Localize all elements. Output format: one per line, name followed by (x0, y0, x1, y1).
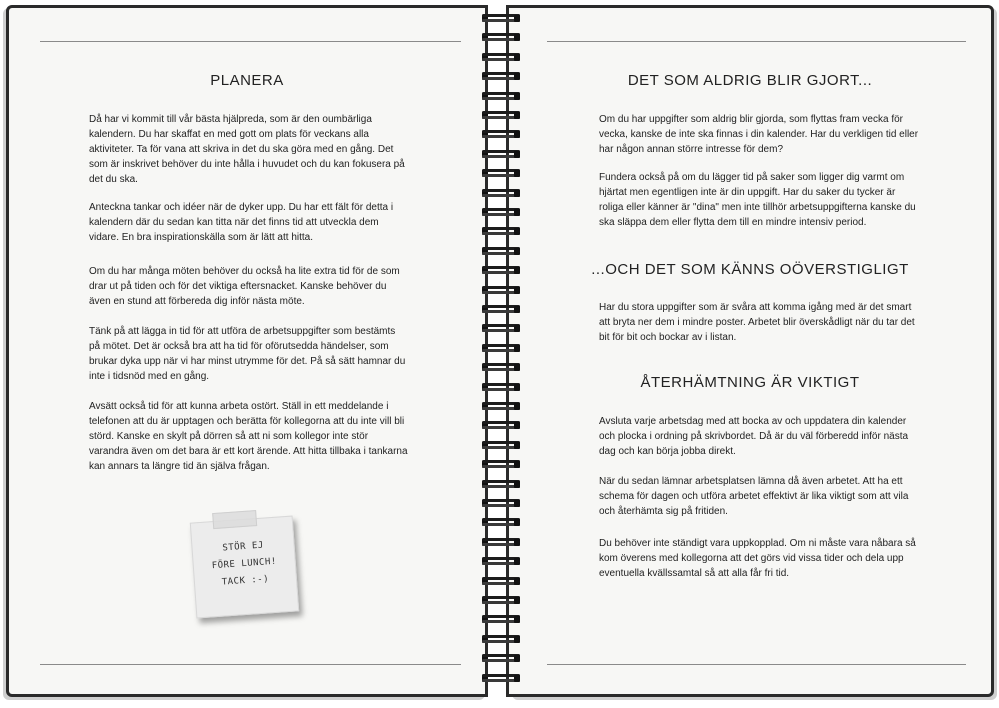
spiral-coil (478, 635, 524, 644)
spiral-coil (478, 538, 524, 547)
spiral-coil (478, 92, 524, 101)
top-rule (40, 41, 461, 42)
paragraph: Fundera också på om du lägger tid på saker som ligger dig varmt om hjärtat men egentligen inte är din uppgift. Har du saker du tycker är roliga eller känner är "dina" men inte tillhör arbetsuppgifterna kanske du ska släppa dem eller flytta dem till en mindre intensiv period. (599, 172, 916, 228)
spiral-coil (478, 460, 524, 469)
sticky-note-line: FÖRE LUNCH! (211, 556, 278, 572)
spiral-coil (478, 72, 524, 81)
spiral-coil (478, 499, 524, 508)
spiral-coil (478, 518, 524, 527)
spiral-coil (478, 266, 524, 275)
spiral-coil (478, 596, 524, 605)
spiral-coil (478, 441, 524, 450)
spiral-coil (478, 674, 524, 683)
spiral-coil (478, 324, 524, 333)
paragraph: Då har vi kommit till vår bästa hjälpreda, som är den oumbärliga kalendern. Du har skaffat en med gott om plats för veckans alla aktiviteter. Ta för vana att skriva in det du ska göra med en gång. Det som är inskrivet behöver du inte hålla i huvudet och du kan fokusera på det du ska. (89, 114, 405, 185)
spiral-coil (478, 150, 524, 159)
spiral-coil (478, 305, 524, 314)
spiral-coil (478, 14, 524, 23)
spiral-coil (478, 615, 524, 624)
spiral-coil (478, 247, 524, 256)
spiral-coil (478, 363, 524, 372)
spiral-coil (478, 383, 524, 392)
sticky-note (190, 516, 299, 619)
paragraph: Du behöver inte ständigt vara uppkopplad. Om ni måste vara nåbara så kom överens med kollegorna att det görs vid vissa tider och dela upp eventuella kvällssamtal så att alla får fri tid. (599, 538, 916, 579)
spiral-coil (478, 557, 524, 566)
bottom-rule (40, 664, 461, 665)
spiral-coil (478, 480, 524, 489)
spiral-coil (478, 33, 524, 42)
sticky-note-line: TACK :-) (221, 574, 270, 588)
bottom-rule (547, 664, 966, 665)
paragraph: Om du har uppgifter som aldrig blir gjorda, som flyttas fram vecka för vecka, kanske de inte ska finnas i din kalender. Har du verkligen tid eller har någon annan större intresse för dem? (599, 114, 919, 155)
spiral-coil (478, 189, 524, 198)
tape-strip (212, 510, 257, 529)
spiral-coil (478, 421, 524, 430)
paragraph: Anteckna tankar och idéer när de dyker upp. Du har ett fält för detta i kalendern där du sedan kan titta när det finns tid att utveckla dem vidare. En bra inspirationskälla som är lätt att hitta. (89, 202, 394, 243)
spiral-coil (478, 53, 524, 62)
paragraph: Har du stora uppgifter som är svåra att komma igång med är det smart att bryta ner dem i mindre poster. Arbetet blir överskådligt när du tar det bit för bit och bockar av i listan. (599, 302, 915, 343)
spiral-coil (478, 169, 524, 178)
spiral-coil (478, 130, 524, 139)
right-page (506, 5, 994, 697)
heading-planera: PLANERA (210, 72, 284, 89)
paragraph: Tänk på att lägga in tid för att utföra de arbetsuppgifter som bestämts på mötet. Det är också bra att ha tid för oförutsedda händelser, som brukar dyka upp när vi har minst utrymme för det. På så sätt hamnar du inte i tidsnöd med en gång. (89, 326, 406, 382)
spiral-coil (478, 286, 524, 295)
spiral-binding (478, 0, 524, 708)
spiral-coil (478, 111, 524, 120)
paragraph: När du sedan lämnar arbetsplatsen lämna då även arbetet. Att ha ett schema för dagen och utföra arbetet effektivt är lika viktigt som att vila och återhämta sig på fritiden. (599, 476, 909, 517)
sticky-note-line: STÖR EJ (222, 540, 265, 554)
spiral-coil (478, 654, 524, 663)
spiral-coil (478, 227, 524, 236)
heading-aterhamtning: ÅTERHÄMTNING ÄR VIKTIGT (640, 374, 860, 391)
spiral-coil (478, 208, 524, 217)
heading-oeverstigligt: ...OCH DET SOM KÄNNS OÖVERSTIGLIGT (591, 261, 909, 278)
spiral-coil (478, 577, 524, 586)
heading-det-som-aldrig: DET SOM ALDRIG BLIR GJORT... (627, 72, 873, 89)
spiral-coil (478, 344, 524, 353)
paragraph: Om du har många möten behöver du också ha lite extra tid för de som drar ut på tiden och för det viktiga eftersnacket. Kanske behöver du även en stund att förbereda dig inför nästa möte. (89, 266, 400, 307)
paragraph: Avsätt också tid för att kunna arbeta ostört. Ställ in ett meddelande i telefonen att du är upptagen och berätta för kollegorna att du inte vill bli störd. Kanske en skylt på dörren så att ni som kollegor inte stör varandra även om det bara är ett kort ärende. Att hitta tillbaka i tankarna kan annars ta längre tid än själva frågan. (89, 401, 408, 472)
top-rule (547, 41, 966, 42)
spiral-coil (478, 402, 524, 411)
paragraph: Avsluta varje arbetsdag med att bocka av och uppdatera din kalender och plocka i ordning på skrivbordet. Då är du väl förberedd inför nästa dag och kan börja jobba direkt. (599, 416, 909, 457)
